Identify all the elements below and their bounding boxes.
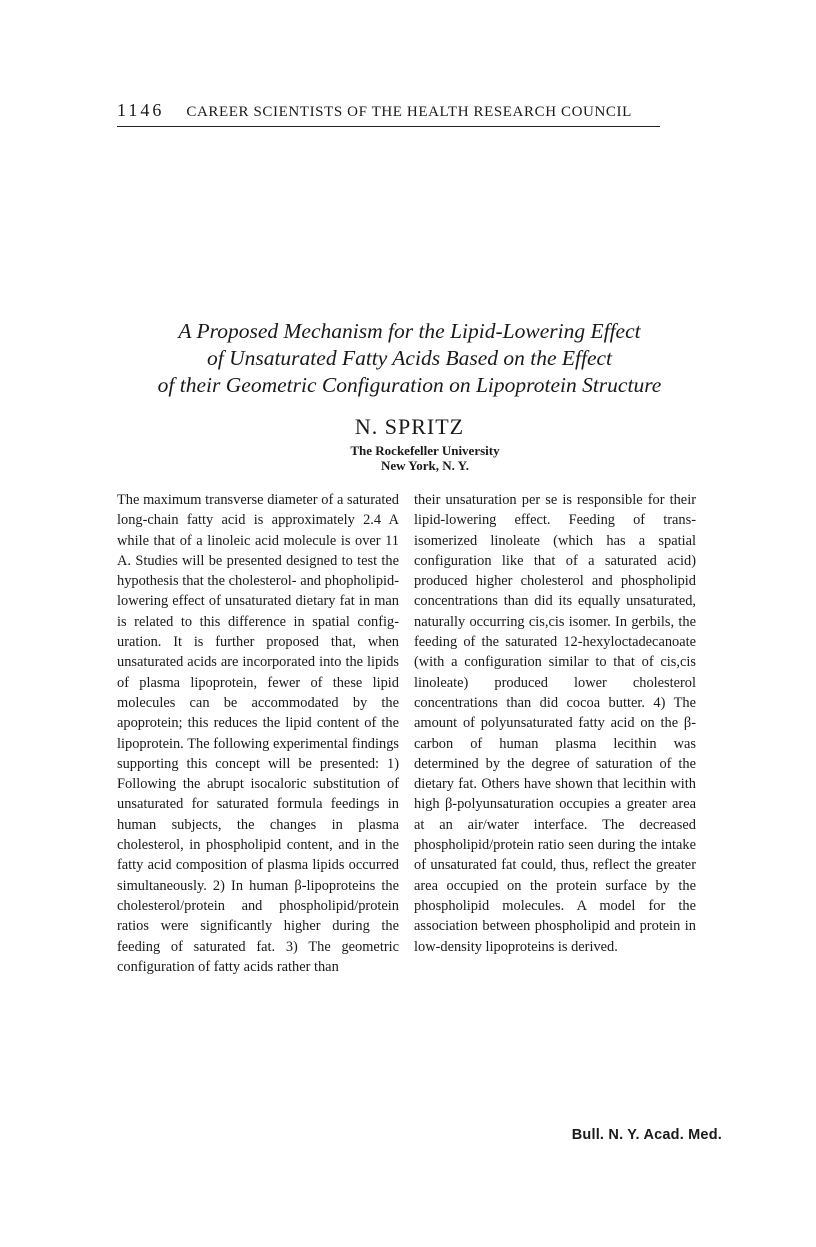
affiliation-line-1: The Rockefeller University [350,443,500,458]
author: N. SPRITZ [354,414,465,439]
title-line-1: A Proposed Mechanism for the Lipid-Lowering Effect [178,319,641,343]
page-number: 1146 [117,100,165,120]
title-line-3: of their Geometric Configuration on Lipoprotein Structure [157,373,662,397]
body-column-right [414,490,696,957]
article-title [117,318,702,399]
affiliation [325,443,525,473]
body-text-left: The maximum transverse diameter of a saturated long-chain fatty acid is approximately 2.4 A while that of a linoleic acid molecule is over 11 A. Studies will be presented designed to test the hypothesis that the cholesterol- and phopholipid-lowering effect of unsaturated dietary fat in man is related to this difference in spatial configuration. It is further proposed that, when unsaturated acids are incorporated into the lipids of plasma lipoprotein, fewer of these lipid molecules can be accommodated by the apoprotein; this reduces the lipid content of the lipoprotein. The following experimental findings supporting this concept will be presented: 1) Following the abrupt isocaloric substitution of unsaturated for saturated formula feedings in human subjects, the changes in plasma cholesterol, in phospholipid content, and in the fatty acid composition of plasma lipids occurred simultaneously. 2) In human β-lipoproteins the cholesterol/protein and phospholipid/protein ratios were significantly higher during the feeding of saturated fat. 3) The geometric configuration of fatty acids rather than [117,492,399,975]
journal-citation: Bull. N. Y. Acad. Med. [571,1127,722,1143]
body-column-left [117,490,399,977]
affiliation-line-2: New York, N. Y. [380,458,470,473]
running-title: CAREER SCIENTISTS OF THE HEALTH RESEARCH COUNCIL [186,104,632,120]
header-rule [117,126,660,127]
body-text-right: their unsaturation per se is responsible for their lipid-lowering effect. Feeding of transisomerized linoleate (which has a spatial configuration like that of a saturated acid) produced higher cholesterol and phospholipid concentrations than did its equally unsaturated, naturally occurring cis,cis isomer. In gerbils, the feeding of the saturated 12-hexyloctadecanoate (with a configuration similar to that of cis,cis linoleate) produced lower cholesterol concentrations than did cocoa butter. 4) The amount of polyunsaturated fatty acid on the β-carbon of human plasma lecithin was determined by the degree of saturation of the dietary fat. Others have shown that lecithin with high β-polyunsaturation occupies a greater area at an air/water interface. The decreased phospholipid/protein ratio seen during the intake of unsaturated fat could, thus, reflect the greater area occupied on the protein surface by the phospholipid molecules. A model for the association between phospholipid and protein in low-density lipoproteins is derived. [414,492,696,955]
title-line-2: of Unsaturated Fatty Acids Based on the Effect [206,346,613,370]
running-header [117,100,660,121]
